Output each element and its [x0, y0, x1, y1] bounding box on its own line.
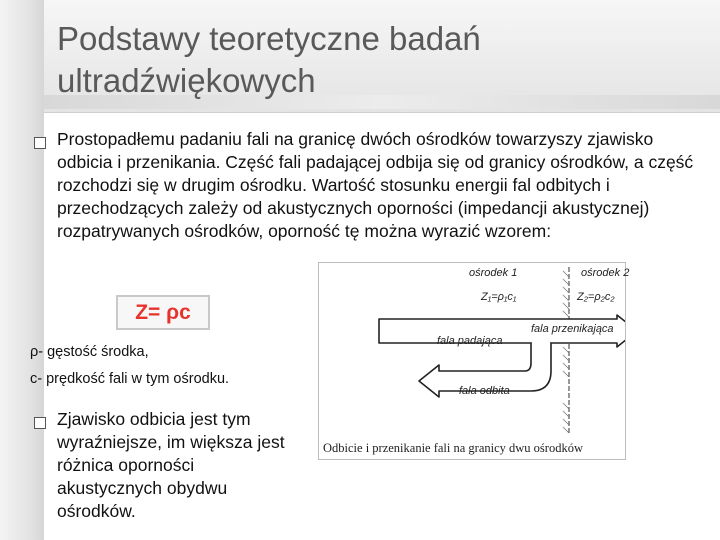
- definition-density: ρ- gęstość środka,: [30, 344, 149, 360]
- definition-speed: c- prędkość fali w tym ośrodku.: [30, 371, 230, 387]
- medium1-label: ośrodek 1: [469, 267, 518, 279]
- slide-title: Podstawy teoretyczne badań ultradźwiękowych: [57, 20, 481, 99]
- side-decoration: [0, 0, 44, 540]
- medium2-label: ośrodek 2: [581, 267, 630, 279]
- reflected-wave-label: fala odbita: [459, 385, 510, 397]
- boundary-hatching: [563, 271, 569, 433]
- diagram-caption: Odbicie i przenikanie fali na granicy dwu ośrodków: [323, 441, 583, 455]
- incident-wave-label: fala padająca: [437, 335, 503, 347]
- paragraph-reflection-strength: Zjawisko odbicia jest tym wyraźniejsze, im większa jest różnica oporności akustycznych obydwu ośrodków.: [57, 409, 285, 521]
- square-bullet-icon: [34, 137, 46, 149]
- square-bullet-icon: [34, 417, 46, 429]
- impedance1-label: Z₁=ρ₁c₁: [481, 291, 517, 303]
- impedance-formula: Z= ρc: [116, 295, 210, 330]
- reflection-diagram: [318, 262, 630, 460]
- paragraph-reflection-transmission: Prostopadłemu padaniu fali na granicę dwóch ośrodków towarzyszy zjawisko odbicia i przenikania. Część fali padającej odbija się od granicy ośrodków, a część rozchodzi się w drugim ośrodku. Wartość stosunku energii fal odbitych i przechodzących zależy od akustycznych oporności (impedancji akustycznej) rozpatrywanych ośrodków, oporność tę można wyrazić wzorem:: [57, 129, 694, 241]
- transmitted-wave-label: fala przenikająca: [531, 323, 614, 335]
- impedance2-label: Z₂=ρ₂c₂: [577, 291, 615, 303]
